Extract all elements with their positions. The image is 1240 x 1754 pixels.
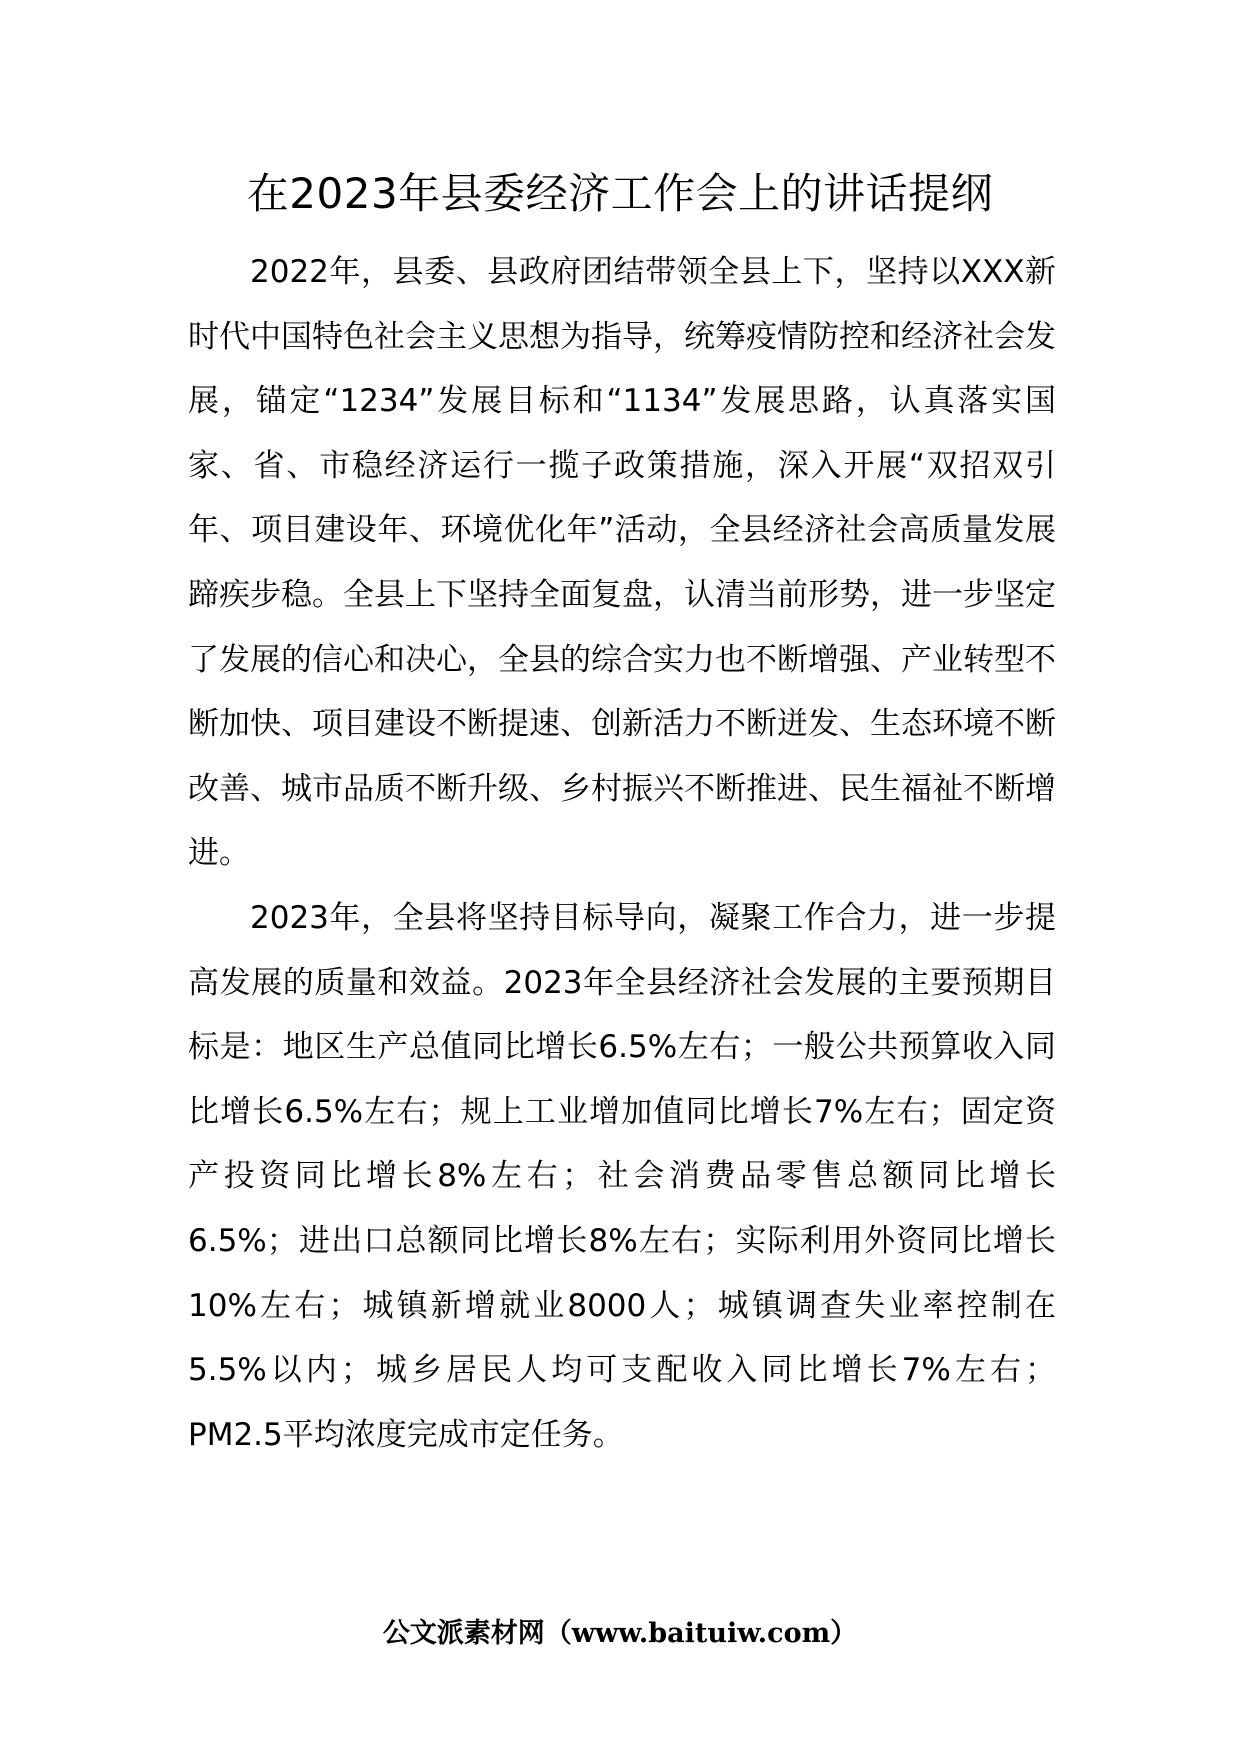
paragraph-2022-summary: 2022年，县委、县政府团结带领全县上下，坚持以XXX新时代中国特色社会主义思想为指导，统筹疫情防控和经济社会发展，锚定“1234”发展目标和“1134”发展思路，认真落实国家、省、市稳经济运行一揽子政策措施，深入开展“双招双引年、项目建设年、环境优化年”活动，全县经济社会高质量发展蹄疾步稳。全县上下坚持全面复盘，认清当前形势，进一步坚定了发展的信心和决心，全县的综合实力也不断增强、产业转型不断加快、项目建设不断提速、创新活力不断迸发、生态环境不断改善、城市品质不断升级、乡村振兴不断推进、民生福祉不断增进。 bbox=[188, 254, 1056, 872]
document-title: 在2023年县委经济工作会上的讲话提纲 bbox=[246, 169, 994, 218]
document-body bbox=[188, 240, 1056, 1467]
footer-source: 公文派素材网（www.baituiw.com） bbox=[382, 1618, 858, 1649]
paragraph-2023-targets: 2023年，全县将坚持目标导向，凝聚工作合力，进一步提高发展的质量和效益。2023年全县经济社会发展的主要预期目标是：地区生产总值同比增长6.5%左右；一般公共预算收入同比增长6.5%左右；规上工业增加值同比增长7%左右；固定资产投资同比增长8%左右；社会消费品零售总额同比增长6.5%；进出口总额同比增长8%左右；实际利用外资同比增长10%左右；城镇新增就业8000人；城镇调查失业率控制在5.5%以内；城乡居民人均可支配收入同比增长7%左右；PM2.5平均浓度完成市定任务。 bbox=[188, 899, 1056, 1453]
